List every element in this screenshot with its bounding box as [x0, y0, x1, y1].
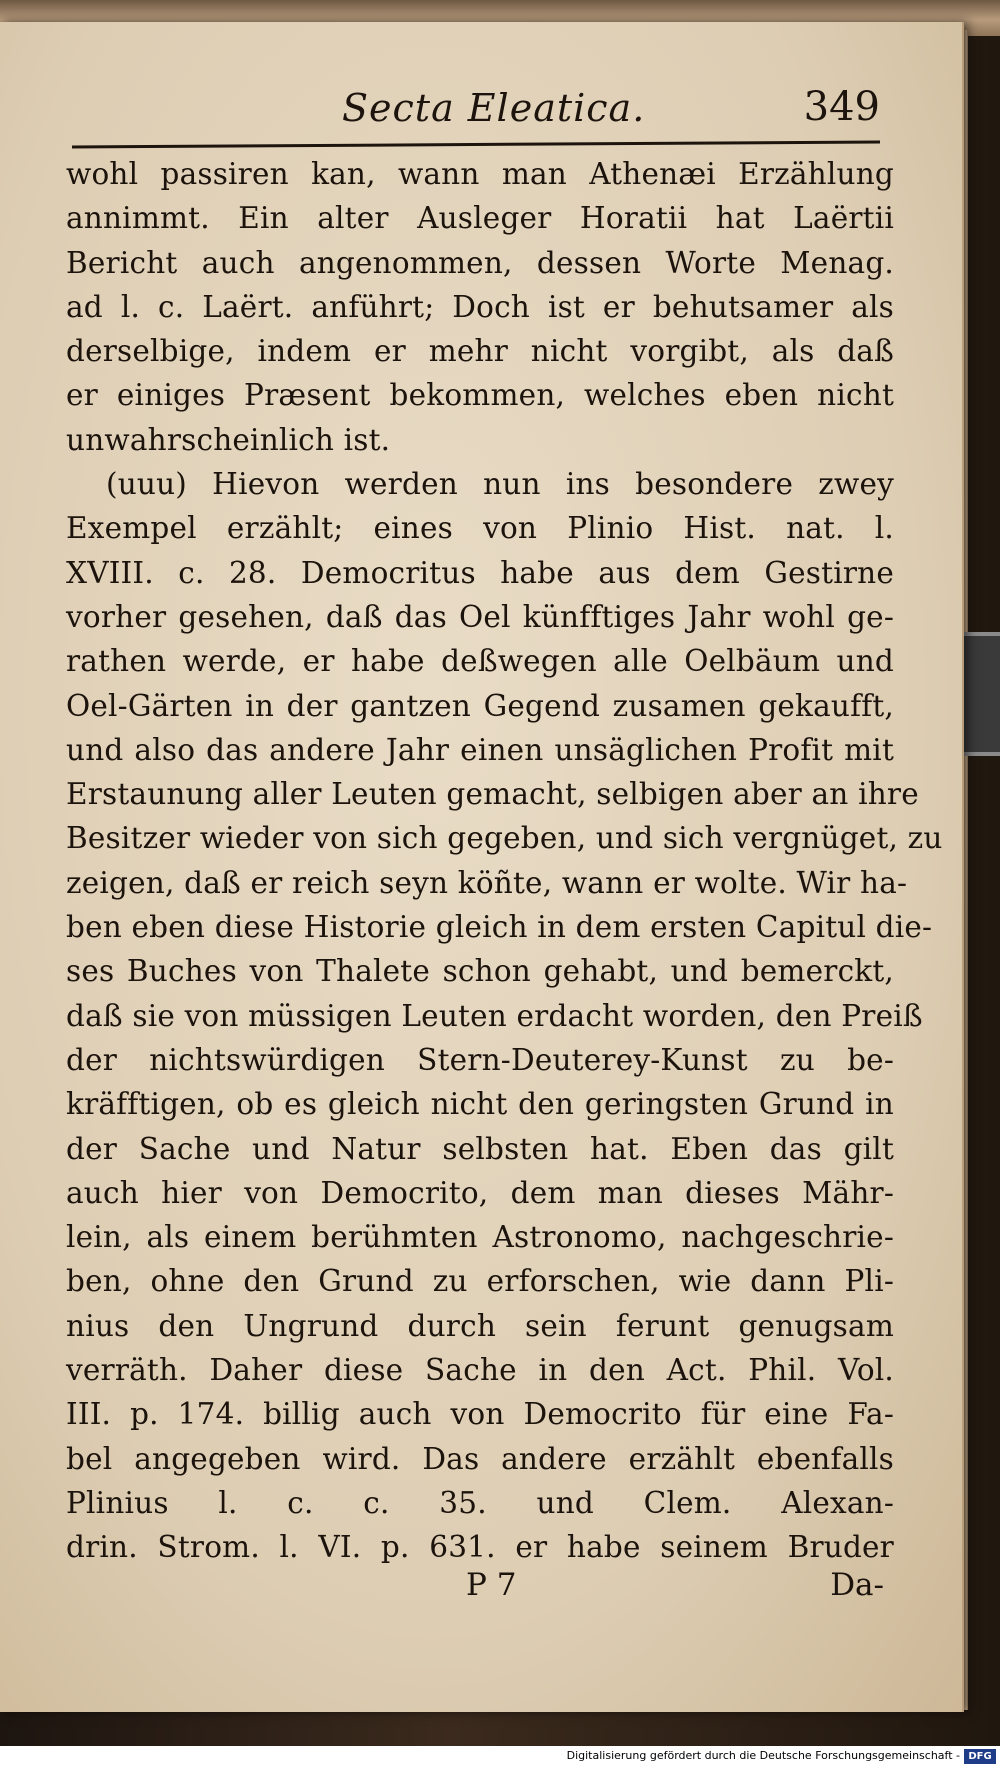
- text-line: lein, als einem berühmten Astronomo, nachgeschrie-: [66, 1220, 894, 1255]
- text-line: III. p. 174. billig auch von Democrito für eine Fa-: [66, 1397, 894, 1432]
- text-line: daß sie von müssigen Leuten erdacht worden, den Preiß: [66, 998, 923, 1033]
- text-line: unwahrscheinlich ist.: [66, 422, 391, 457]
- text-line: Erstaunung aller Leuten gemacht, selbigen aber an ihre: [66, 777, 919, 812]
- text-line: rathen werde, er habe deßwegen alle Oelbäum und: [66, 644, 894, 679]
- digitization-footer: [0, 1746, 1000, 1768]
- text-line: der nichtswürdigen Stern-Deuterey-Kunst zu be-: [66, 1042, 894, 1077]
- signature-mark: P 7: [466, 1567, 517, 1603]
- text-line: ben eben diese Historie gleich in dem ersten Capitul die-: [66, 910, 933, 945]
- text-line: wohl passiren kan, wann man Athenæi Erzählung: [66, 157, 894, 191]
- text-line: ses Buches von Thalete schon gehabt, und bemerckt,: [66, 954, 894, 989]
- text-line: derselbige, indem er mehr nicht vorgibt, als daß: [66, 334, 894, 369]
- text-line: Exempel erzählt; eines von Plinio Hist. nat. l.: [66, 511, 894, 546]
- text-line: er einiges Præsent bekommen, welches eben nicht: [66, 378, 894, 413]
- header-title: Secta Eleatica.: [342, 86, 646, 130]
- text-line: (uuu) Hievon werden nun ins besondere zwey: [106, 467, 894, 502]
- running-head: [72, 78, 880, 148]
- digitization-notice: Digitalisierung gefördert durch die Deutsche Forschungsgemeinschaft -: [566, 1749, 960, 1762]
- text-line: Bericht auch angenommen, dessen Worte Menag.: [66, 245, 894, 280]
- text-line: auch hier von Democrito, dem man dieses Mähr-: [66, 1175, 894, 1210]
- text-line: kräfftigen, ob es gleich nicht den geringsten Grund in: [66, 1087, 894, 1122]
- text-line: XVIII. c. 28. Democritus habe aus dem Gestirne: [66, 555, 894, 590]
- page-footer-marks: [66, 1567, 884, 1617]
- dfg-logo: DFG: [964, 1749, 996, 1764]
- text-line: Besitzer wieder von sich gegeben, und sich vergnüget, zu: [66, 821, 943, 856]
- text-line: und also das andere Jahr einen unsäglichen Profit mit: [66, 732, 894, 767]
- text-line: der Sache und Natur selbsten hat. Eben das gilt: [66, 1131, 894, 1166]
- text-line: drin. Strom. l. VI. p. 631. er habe seinem Bruder: [66, 1530, 894, 1565]
- text-line: nius den Ungrund durch sein ferunt genugsam: [66, 1308, 894, 1343]
- catchword: Da-: [830, 1567, 884, 1603]
- text-line: ad l. c. Laërt. anführt; Doch ist er behutsamer als: [66, 289, 894, 324]
- text-line: bel angegeben wird. Das andere erzählt ebenfalls: [66, 1441, 894, 1476]
- text-line: annimmt. Ein alter Ausleger Horatii hat Laërtii: [66, 201, 894, 236]
- text-line: Plinius l. c. c. 35. und Clem. Alexan-: [66, 1485, 894, 1520]
- body-text: [66, 152, 943, 1570]
- text-line: vorher gesehen, daß das Oel künfftiges Jahr wohl ge-: [66, 599, 894, 634]
- page-number: 349: [803, 84, 880, 130]
- text-line: verräth. Daher diese Sache in den Act. Phil. Vol.: [66, 1353, 894, 1388]
- text-line: ben, ohne den Grund zu erforschen, wie dann Pli-: [66, 1264, 894, 1299]
- text-line: zeigen, daß er reich seyn köñte, wann er wolte. Wir ha-: [66, 865, 908, 900]
- text-line: Oel-Gärten in der gantzen Gegend zusamen gekaufft,: [66, 688, 894, 723]
